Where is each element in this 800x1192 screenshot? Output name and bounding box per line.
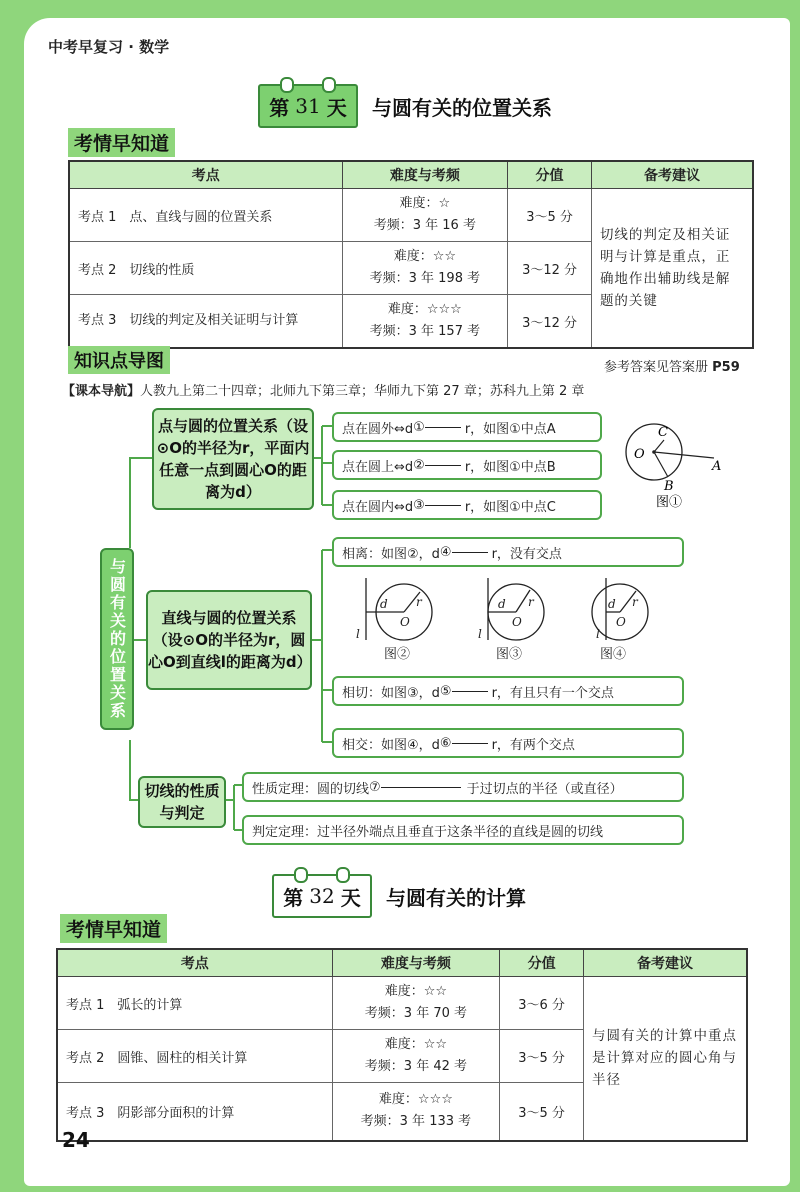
frequency: 考频：3 年 198 考 (369, 271, 481, 286)
table-row (57, 977, 747, 1030)
line-intersect-item (332, 728, 684, 758)
col-header: 考点 (57, 949, 332, 977)
label-c: C (658, 425, 668, 440)
col-header: 难度与考频 (342, 161, 508, 189)
item-text: r，如图①中点B (464, 459, 556, 475)
tangent-property-item (242, 772, 684, 802)
figure-caption: 图④ (600, 647, 627, 662)
exam-point: 考点 1 弧长的计算 (57, 977, 332, 1030)
item-text: 相离：如图②，d (342, 546, 440, 562)
difficulty-cell (332, 1083, 500, 1141)
label-a: A (712, 459, 722, 474)
branch-point-circle: 点与圆的位置关系（设⊙O的半径为r，平面内任意一点到圆心O的距离为d） (152, 408, 314, 510)
label-d: d (380, 597, 388, 611)
item-text: 于过切点的半径（或直径） (466, 781, 623, 797)
col-header: 分值 (508, 161, 592, 189)
item-text: r，如图①中点A (464, 421, 556, 437)
branch-line-circle: 直线与圆的位置关系（设⊙O的半径为r，圆心O到直线l的距离为d） (146, 590, 312, 690)
label-o: O (616, 615, 626, 629)
frequency: 考频：3 年 133 考 (360, 1114, 472, 1130)
day32-section-title: 考情早知道 (60, 914, 167, 943)
difficulty-cell (332, 1030, 500, 1083)
segment-oc (654, 440, 664, 452)
fill-blank (381, 787, 461, 788)
col-header: 备考建议 (583, 949, 747, 977)
day32-heading (272, 874, 526, 918)
label-o: O (400, 615, 410, 629)
day-number: 31 (295, 94, 321, 118)
item-text: 性质定理：圆的切线 (252, 781, 370, 797)
label-o: O (512, 615, 522, 629)
score: 3～12 分 (508, 242, 592, 295)
exam-point: 考点 2 切线的性质 (69, 242, 342, 295)
blank-number: ① (413, 419, 425, 435)
exam-point: 考点 3 切线的判定及相关证明与计算 (69, 295, 342, 349)
nav-label: 【课本导航】 (62, 384, 141, 399)
item-text: 相切：如图③，d (342, 685, 440, 701)
col-header: 备考建议 (591, 161, 753, 189)
day-number: 32 (309, 884, 335, 908)
label-l: l (356, 627, 360, 641)
exam-point: 考点 3 阴影部分面积的计算 (57, 1083, 332, 1141)
fill-blank (425, 427, 461, 428)
blank-number: ④ (439, 544, 452, 560)
binder-ring-icon (336, 867, 350, 883)
difficulty: 难度：☆ (399, 196, 451, 211)
page-number: 24 (62, 1128, 90, 1152)
day-suffix: 天 (326, 95, 347, 120)
blank-number: ⑤ (439, 683, 452, 699)
advice: 与圆有关的计算中重点是计算对应的圆心角与半径 (583, 977, 747, 1141)
answer-page: P59 (712, 360, 740, 375)
item-text: 判定定理：过半径外端点且垂直于这条半径的直线是圆的切线 (252, 824, 604, 840)
label-d: d (608, 597, 616, 611)
day-prefix: 第 (283, 885, 304, 910)
day32-exam-table (56, 948, 748, 1142)
day31-section-title: 考情早知道 (68, 128, 175, 157)
label-l: l (478, 627, 482, 641)
advice: 切线的判定及相关证明与计算是重点，正确地作出辅助线是解题的关键 (591, 189, 753, 349)
label-d: d (498, 597, 506, 611)
tangent-criterion-item (242, 815, 684, 845)
figure-1 (618, 418, 728, 512)
table-header-row (57, 949, 747, 977)
frequency: 考频：3 年 16 考 (373, 218, 476, 233)
item-text: 相交：如图④，d (342, 737, 440, 753)
item-text: r，有两个交点 (491, 737, 575, 753)
line-tangent-item (332, 676, 684, 706)
blank-number: ② (413, 457, 425, 473)
blank-number: ③ (413, 497, 425, 513)
item-text: 点在圆内⇔d (342, 499, 414, 515)
fill-blank (452, 743, 488, 744)
fill-blank (425, 465, 461, 466)
difficulty: 难度：☆☆☆ (387, 302, 462, 317)
score: 3～5 分 (500, 1083, 584, 1141)
difficulty: 难度：☆☆☆ (378, 1092, 453, 1108)
blank-number: ⑥ (439, 735, 452, 751)
item-text: r，如图①中点C (464, 499, 556, 515)
exam-point: 考点 2 圆锥、圆柱的相关计算 (57, 1030, 332, 1083)
blank-number: ⑦ (369, 779, 381, 795)
label-r: r (416, 595, 422, 609)
day-prefix: 第 (269, 95, 290, 120)
col-header: 分值 (500, 949, 584, 977)
point-outside-item (332, 412, 602, 442)
day32-badge (272, 874, 372, 918)
day32-title: 与圆有关的计算 (386, 885, 526, 910)
branch-tangent: 切线的性质与判定 (138, 776, 226, 828)
item-text: 点在圆上⇔d (342, 459, 414, 475)
day31-title: 与圆有关的位置关系 (372, 95, 552, 120)
fill-blank (452, 691, 488, 692)
score: 3～6 分 (500, 977, 584, 1030)
score: 3～12 分 (508, 295, 592, 349)
fill-blank (425, 505, 461, 506)
point-inside-item (332, 490, 602, 520)
day-suffix: 天 (340, 885, 361, 910)
segment-ob (654, 452, 668, 477)
map-section-title: 知识点导图 (68, 346, 170, 374)
score: 3～5 分 (500, 1030, 584, 1083)
map-root: 与圆有关的位置关系 (100, 548, 134, 730)
figure-caption: 图② (384, 647, 411, 662)
point-on-item (332, 450, 602, 480)
item-text: r，有且只有一个交点 (491, 685, 614, 701)
label-r: r (632, 595, 638, 609)
fill-blank (452, 552, 488, 553)
difficulty: 难度：☆☆ (384, 1037, 448, 1052)
binder-ring-icon (294, 867, 308, 883)
difficulty-cell (332, 977, 500, 1030)
item-text: 点在圆外⇔d (342, 421, 414, 437)
label-l: l (596, 627, 600, 641)
col-header: 考点 (69, 161, 342, 189)
difficulty: 难度：☆☆ (393, 249, 457, 264)
frequency: 考频：3 年 42 考 (364, 1059, 468, 1074)
figure-caption: 图① (656, 495, 683, 510)
answer-ref-text: 参考答案见答案册 (604, 360, 709, 375)
line-separate-item (332, 537, 684, 567)
item-text: r，没有交点 (491, 546, 562, 562)
figures-2-4 (352, 574, 672, 666)
frequency: 考频：3 年 70 考 (364, 1006, 468, 1021)
segment-oa (654, 452, 714, 458)
score: 3～5 分 (508, 189, 592, 242)
label-r: r (528, 595, 534, 609)
col-header: 难度与考频 (332, 949, 500, 977)
running-head: 中考早复习 · 数学 (48, 38, 170, 56)
label-o: O (634, 447, 645, 462)
nav-text: 人教九上第二十四章；北师九下第三章；华师九下第 27 章；苏科九上第 2 章 (140, 384, 585, 399)
label-b: B (664, 479, 674, 494)
frequency: 考频：3 年 157 考 (369, 324, 481, 339)
figure-caption: 图③ (496, 647, 523, 662)
difficulty: 难度：☆☆ (384, 984, 448, 999)
exam-point: 考点 1 点、直线与圆的位置关系 (69, 189, 342, 242)
